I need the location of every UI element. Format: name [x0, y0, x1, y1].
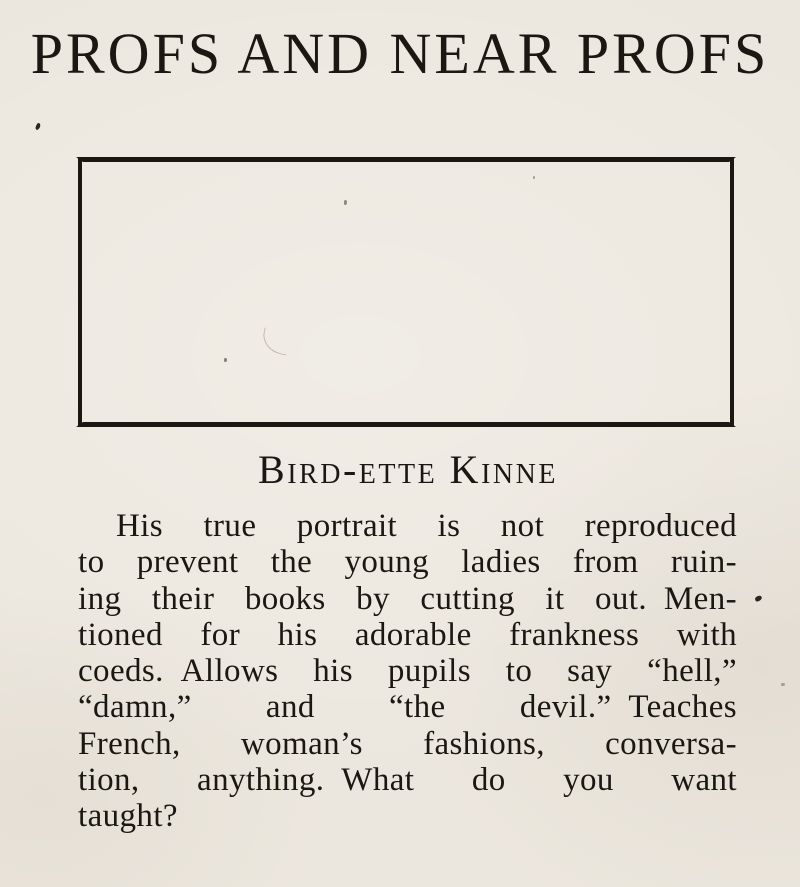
text-line: to prevent the young ladies from ruin- — [78, 544, 737, 581]
ink-speck — [754, 595, 762, 602]
frame-top-rule — [76, 157, 736, 162]
portrait-caption: Bird-ette Kinne — [258, 447, 558, 492]
text-line: French, woman’s fashions, conversa- — [78, 725, 737, 762]
text-line: coeds. Allows his pupils to say “hell,” — [78, 653, 737, 690]
text-line: ing their books by cutting it out. Men- — [78, 580, 737, 617]
text-line: taught? — [78, 798, 178, 835]
frame-bottom-rule — [76, 422, 736, 427]
page-title: PROFS AND NEAR PROFS — [30, 21, 770, 86]
text-line: tioned for his adorable frankness with — [78, 616, 737, 653]
ink-speck — [224, 358, 227, 362]
ink-speck — [35, 123, 41, 131]
text-line: “damn,” and “the devil.” Teaches — [78, 689, 737, 726]
text-line: His true portrait is not reproduced — [116, 508, 737, 544]
text-line: tion, anything. What do you want — [78, 762, 737, 799]
ink-speck — [781, 683, 785, 686]
article-text — [78, 508, 737, 835]
portrait-frame — [78, 157, 734, 427]
